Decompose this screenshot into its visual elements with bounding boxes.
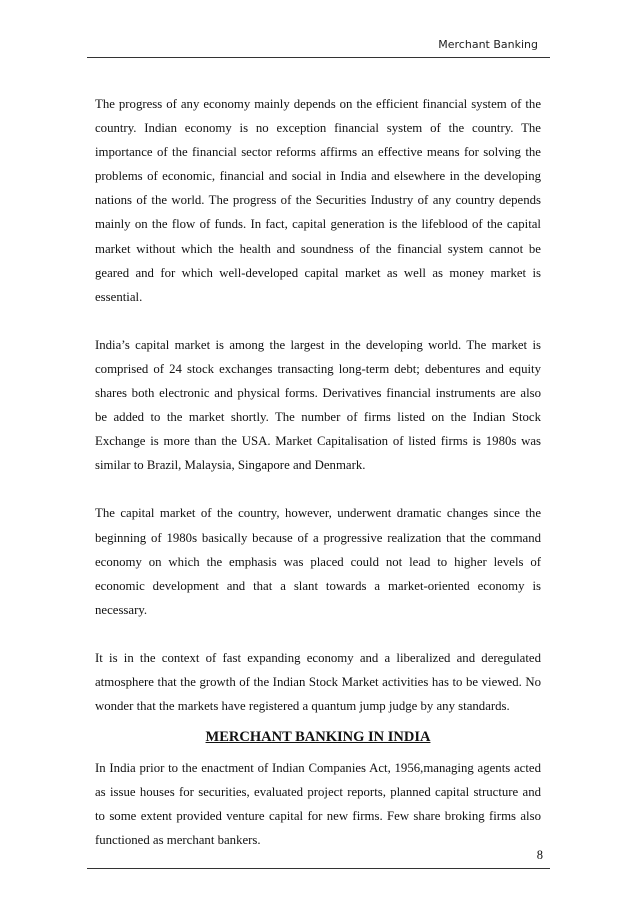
paragraph-intro: The progress of any economy mainly depends on the efficient financial system of the country. Indian economy is no exception financial system of the country. The importance of the financial sector reforms affirms an effective means for solving the problems of economic, financial and social in India and elsewhere in the developing nations of the world. The progress of the Securities Industry of any country depends mainly on the flow of funds. In fact, capital generation is the lifeblood of the capital market without which the health and soundness of the financial system cannot be geared and for which well-developed capital market as well as money market is essential. (95, 97, 541, 304)
header-rule (87, 57, 550, 58)
paragraph-merchant-banking: In India prior to the enactment of Indian Companies Act, 1956,managing agents acted as issue houses for securities, evaluated project reports, planned capital structure and to some extent provided venture capital for new firms. Few share broking firms also functioned as merchant bankers. (95, 761, 541, 848)
footer-rule (87, 868, 550, 869)
paragraph-context: It is in the context of fast expanding economy and a liberalized and deregulated atmosphere that the growth of the Indian Stock Market activities has to be viewed. No wonder that the markets have registered a quantum jump judge by any standards. (95, 650, 541, 714)
paragraph-gap (95, 309, 541, 333)
paragraph-gap (95, 477, 541, 501)
paragraph-capital-market: India’s capital market is among the largest in the developing world. The market is comprised of 24 stock exchanges transacting long-term debt; debentures and equity shares both electronic and physical forms. Derivatives financial instruments are also be added to the market shortly. The number of firms listed on the Indian Stock Exchange is more than the USA. Market Capitalisation of listed firms is 1980s was similar to Brazil, Malaysia, Singapore and Denmark. (95, 337, 541, 473)
running-header: Merchant Banking (438, 38, 538, 51)
section-heading: MERCHANT BANKING IN INDIA (205, 729, 431, 746)
paragraph-gap (95, 622, 541, 646)
page-number: 8 (536, 848, 543, 862)
paragraph-changes: The capital market of the country, however, underwent dramatic changes since the beginning of 1980s basically because of a progressive realization that the command economy on which the emphasis was placed could not lead to higher levels of economic development and that a slant towards a market-oriented economy is necessary. (95, 506, 541, 617)
body-text (95, 92, 541, 853)
